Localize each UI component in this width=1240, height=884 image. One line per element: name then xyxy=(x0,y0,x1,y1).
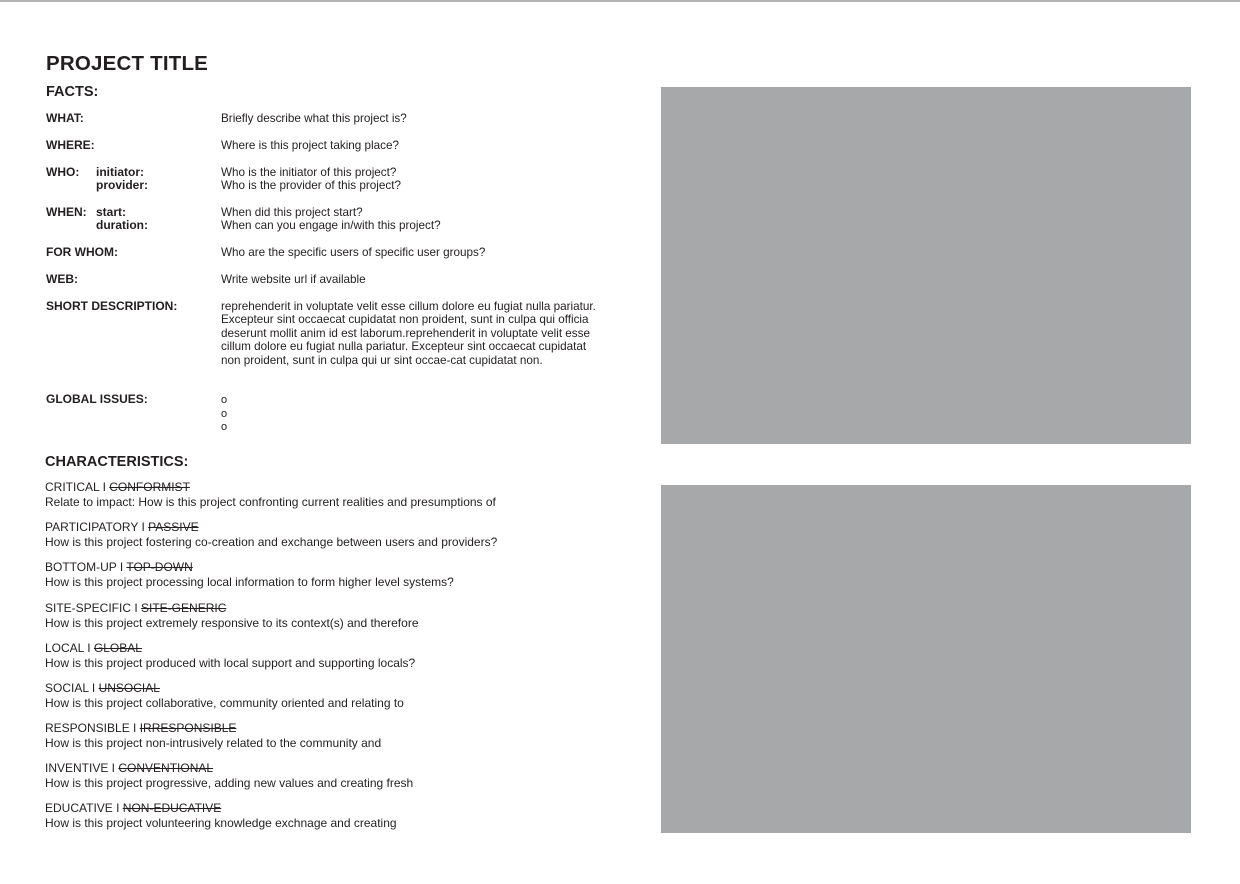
characteristic-item xyxy=(45,721,625,750)
characteristic-title: RESPONSIBLE I IRRESPONSIBLE xyxy=(45,721,237,735)
characteristic-item xyxy=(45,560,625,589)
list-item: o xyxy=(221,407,228,420)
fact-label: GLOBAL ISSUES: xyxy=(46,392,148,406)
characteristic-question: How is this project processing local information to form higher level systems? xyxy=(45,574,454,589)
characteristic-item xyxy=(45,480,625,509)
fact-label: WHAT: xyxy=(46,111,84,125)
fact-sublabels xyxy=(96,206,148,233)
characteristic-title: CRITICAL I CONFORMIST xyxy=(45,480,190,494)
struck-opposite: PASSIVE xyxy=(148,520,199,534)
fact-label: FOR WHOM: xyxy=(46,245,118,259)
duration-label: duration: xyxy=(96,218,148,233)
characteristic-title: SOCIAL I UNSOCIAL xyxy=(45,681,160,695)
characteristic-title: PARTICIPATORY I PASSIVE xyxy=(45,520,199,534)
characteristic-question: How is this project non-intrusively related to the community and xyxy=(45,735,382,750)
fact-value: Write website url if available xyxy=(221,273,366,286)
start-label: start: xyxy=(96,205,127,219)
global-issues-list xyxy=(221,394,599,435)
image-placeholder-top xyxy=(661,87,1191,444)
characteristic-item xyxy=(45,601,625,630)
struck-opposite: TOP-DOWN xyxy=(126,560,193,574)
struck-opposite: CONVENTIONAL xyxy=(118,761,214,775)
characteristic-question: How is this project progressive, adding new values and creating fresh xyxy=(45,775,414,790)
characteristic-question: Relate to impact: How is this project confronting current realities and presumptions of xyxy=(45,494,496,509)
struck-opposite: IRRESPONSIBLE xyxy=(139,721,237,735)
provider-label: provider: xyxy=(96,178,149,193)
fact-label: WHEN: xyxy=(46,205,87,219)
characteristic-title: EDUCATIVE I NON-EDUCATIVE xyxy=(45,801,222,815)
list-item: o xyxy=(221,394,228,406)
characteristic-question: How is this project volunteering knowledge exchnage and creating xyxy=(45,815,397,830)
characteristic-item xyxy=(45,520,625,549)
fact-value: Briefly describe what this project is? xyxy=(221,112,407,125)
fact-label: WHO: xyxy=(46,165,80,179)
characteristic-question: How is this project collaborative, community oriented and relating to xyxy=(45,695,404,710)
facts-heading: FACTS: xyxy=(46,84,99,100)
fact-label: SHORT DESCRIPTION: xyxy=(46,299,178,313)
characteristics-heading: CHARACTERISTICS: xyxy=(45,454,189,470)
struck-opposite: GLOBAL xyxy=(93,641,142,655)
page-title: PROJECT TITLE xyxy=(46,52,209,75)
characteristic-title: BOTTOM-UP I TOP-DOWN xyxy=(45,560,193,574)
initiator-label: initiator: xyxy=(96,165,144,179)
characteristic-question: How is this project produced with local support and supporting locals? xyxy=(45,655,416,670)
characteristic-title: INVENTIVE I CONVENTIONAL xyxy=(45,761,214,775)
characteristic-question: How is this project fostering co-creation and exchange between users and providers? xyxy=(45,534,498,549)
characteristic-item xyxy=(45,641,625,670)
characteristic-item xyxy=(45,761,625,790)
characteristic-question: How is this project extremely responsive to its context(s) and therefore xyxy=(45,615,419,630)
fact-value: When did this project start? When can you engage in/with this project? xyxy=(221,206,441,233)
struck-opposite: UNSOCIAL xyxy=(98,681,160,695)
fact-label: WHERE: xyxy=(46,138,95,152)
characteristic-item xyxy=(45,681,625,710)
characteristic-item xyxy=(45,801,625,830)
fact-value: Who are the specific users of specific user groups? xyxy=(221,246,486,259)
fact-value: reprehenderit in voluptate velit esse cillum dolore eu fugiat nulla pariatur. Excepteur sint occaecat cupidatat non proident, sunt in culpa qui officia deserunt mollit anim id est laborum.reprehenderit in voluptate velit esse cillum dolore eu fugiat nulla pariatur. Excepteur sint occaecat cupidatat non proident, sunt in culpa qui ur sint occae-cat cupidatat non. xyxy=(221,300,596,367)
fact-label: WEB: xyxy=(46,272,78,286)
characteristic-title: SITE-SPECIFIC I SITE-GENERIC xyxy=(45,601,227,615)
struck-opposite: SITE-GENERIC xyxy=(141,601,227,615)
image-placeholder-bottom xyxy=(661,485,1191,833)
struck-opposite: NON-EDUCATIVE xyxy=(122,801,222,815)
fact-value: Where is this project taking place? xyxy=(221,139,399,152)
top-rule xyxy=(0,0,1240,2)
fact-sublabels xyxy=(96,166,148,193)
struck-opposite: CONFORMIST xyxy=(109,480,190,494)
characteristic-title: LOCAL I GLOBAL xyxy=(45,641,142,655)
fact-value: Who is the initiator of this project? Who is the provider of this project? xyxy=(221,166,401,193)
list-item: o xyxy=(221,421,228,434)
